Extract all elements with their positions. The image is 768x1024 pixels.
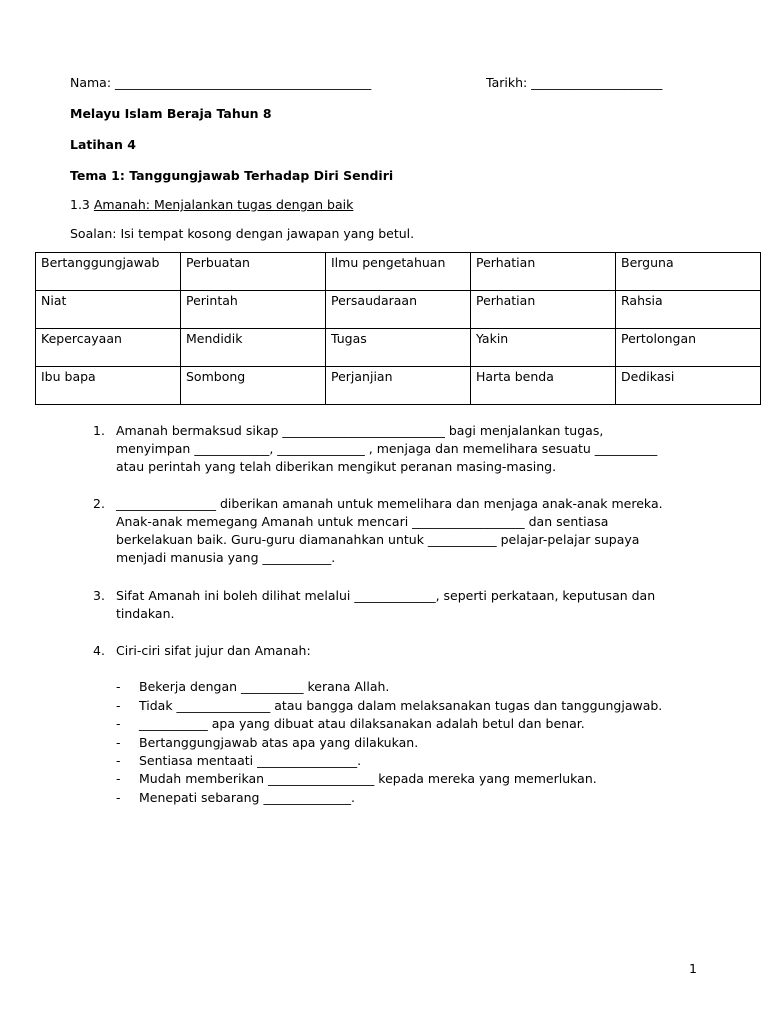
table-cell: Kepercayaan bbox=[36, 329, 181, 367]
table-cell: Tugas bbox=[326, 329, 471, 367]
bullet-dash: - bbox=[116, 753, 121, 768]
topic-number: 1.3 bbox=[70, 197, 90, 212]
list-item: Bekerja dengan __________ kerana Allah. bbox=[139, 679, 390, 694]
list-item: Menepati sebarang ______________. bbox=[139, 790, 355, 805]
table-cell: Niat bbox=[36, 291, 181, 329]
list-item: Sentiasa mentaati ________________. bbox=[139, 753, 362, 768]
list-item: Mudah memberikan _________________ kepada mereka yang memerlukan. bbox=[139, 771, 597, 786]
page-number: 1 bbox=[689, 961, 697, 976]
table-cell: Perhatian bbox=[471, 253, 616, 291]
table-cell: Ibu bapa bbox=[36, 367, 181, 405]
topic-title: Amanah: Menjalankan tugas dengan baik bbox=[93, 197, 354, 212]
table-row bbox=[36, 253, 761, 291]
bullet-dash: - bbox=[116, 790, 121, 805]
table-cell: Persaudaraan bbox=[326, 291, 471, 329]
table-cell: Ilmu pengetahuan bbox=[326, 253, 471, 291]
question-line: atau perintah yang telah diberikan mengikut peranan masing-masing. bbox=[116, 459, 557, 474]
question-line: Sifat Amanah ini boleh dilihat melalui _____________, seperti perkataan, keputusan dan bbox=[116, 588, 656, 603]
table-cell: Perintah bbox=[181, 291, 326, 329]
bullet-dash: - bbox=[116, 771, 121, 786]
table-cell: Mendidik bbox=[181, 329, 326, 367]
question-line: menyimpan ____________, ______________ , menjaga dan memelihara sesuatu __________ bbox=[116, 441, 658, 456]
table-cell: Pertolongan bbox=[616, 329, 761, 367]
question-line: menjadi manusia yang ___________. bbox=[116, 550, 336, 565]
question-number: 4. bbox=[93, 643, 105, 658]
table-row bbox=[36, 367, 761, 405]
question-line: tindakan. bbox=[116, 606, 175, 621]
question-number: 3. bbox=[93, 588, 105, 603]
question-line: Ciri-ciri sifat jujur dan Amanah: bbox=[116, 643, 311, 658]
table-cell: Sombong bbox=[181, 367, 326, 405]
table-cell: Rahsia bbox=[616, 291, 761, 329]
question-line: berkelakuan baik. Guru-guru diamanahkan untuk ___________ pelajar-pelajar supaya bbox=[116, 532, 640, 547]
question-line: ________________ diberikan amanah untuk memelihara dan menjaga anak-anak mereka. bbox=[116, 496, 663, 511]
instruction: Soalan: Isi tempat kosong dengan jawapan yang betul. bbox=[70, 226, 415, 241]
table-cell: Dedikasi bbox=[616, 367, 761, 405]
question-number: 2. bbox=[93, 496, 105, 511]
bullet-dash: - bbox=[116, 716, 121, 731]
table-row bbox=[36, 291, 761, 329]
theme-title: Tema 1: Tanggungjawab Terhadap Diri Sendiri bbox=[70, 168, 394, 183]
table-cell: Harta benda bbox=[471, 367, 616, 405]
bullet-dash: - bbox=[116, 679, 121, 694]
bullet-dash: - bbox=[116, 735, 121, 750]
subject-title: Melayu Islam Beraja Tahun 8 bbox=[70, 106, 272, 121]
date-field: Tarikh: _____________________ bbox=[486, 75, 663, 90]
question-line: Amanah bermaksud sikap __________________________ bagi menjalankan tugas, bbox=[116, 423, 604, 438]
table-row bbox=[36, 329, 761, 367]
table-cell: Yakin bbox=[471, 329, 616, 367]
table-cell: Perbuatan bbox=[181, 253, 326, 291]
exercise-title: Latihan 4 bbox=[70, 137, 136, 152]
table-cell: Perjanjian bbox=[326, 367, 471, 405]
list-item: Tidak _______________ atau bangga dalam melaksanakan tugas dan tanggungjawab. bbox=[139, 698, 663, 713]
name-field: Nama: _________________________________________ bbox=[70, 75, 372, 90]
word-bank-table bbox=[35, 252, 761, 405]
list-item: Bertanggungjawab atas apa yang dilakukan. bbox=[139, 735, 419, 750]
question-line: Anak-anak memegang Amanah untuk mencari __________________ dan sentiasa bbox=[116, 514, 609, 529]
topic-heading bbox=[70, 197, 353, 212]
list-item: ___________ apa yang dibuat atau dilaksanakan adalah betul dan benar. bbox=[139, 716, 585, 731]
question-number: 1. bbox=[93, 423, 105, 438]
table-cell: Bertanggungjawab bbox=[36, 253, 181, 291]
bullet-dash: - bbox=[116, 698, 121, 713]
table-cell: Berguna bbox=[616, 253, 761, 291]
table-cell: Perhatian bbox=[471, 291, 616, 329]
